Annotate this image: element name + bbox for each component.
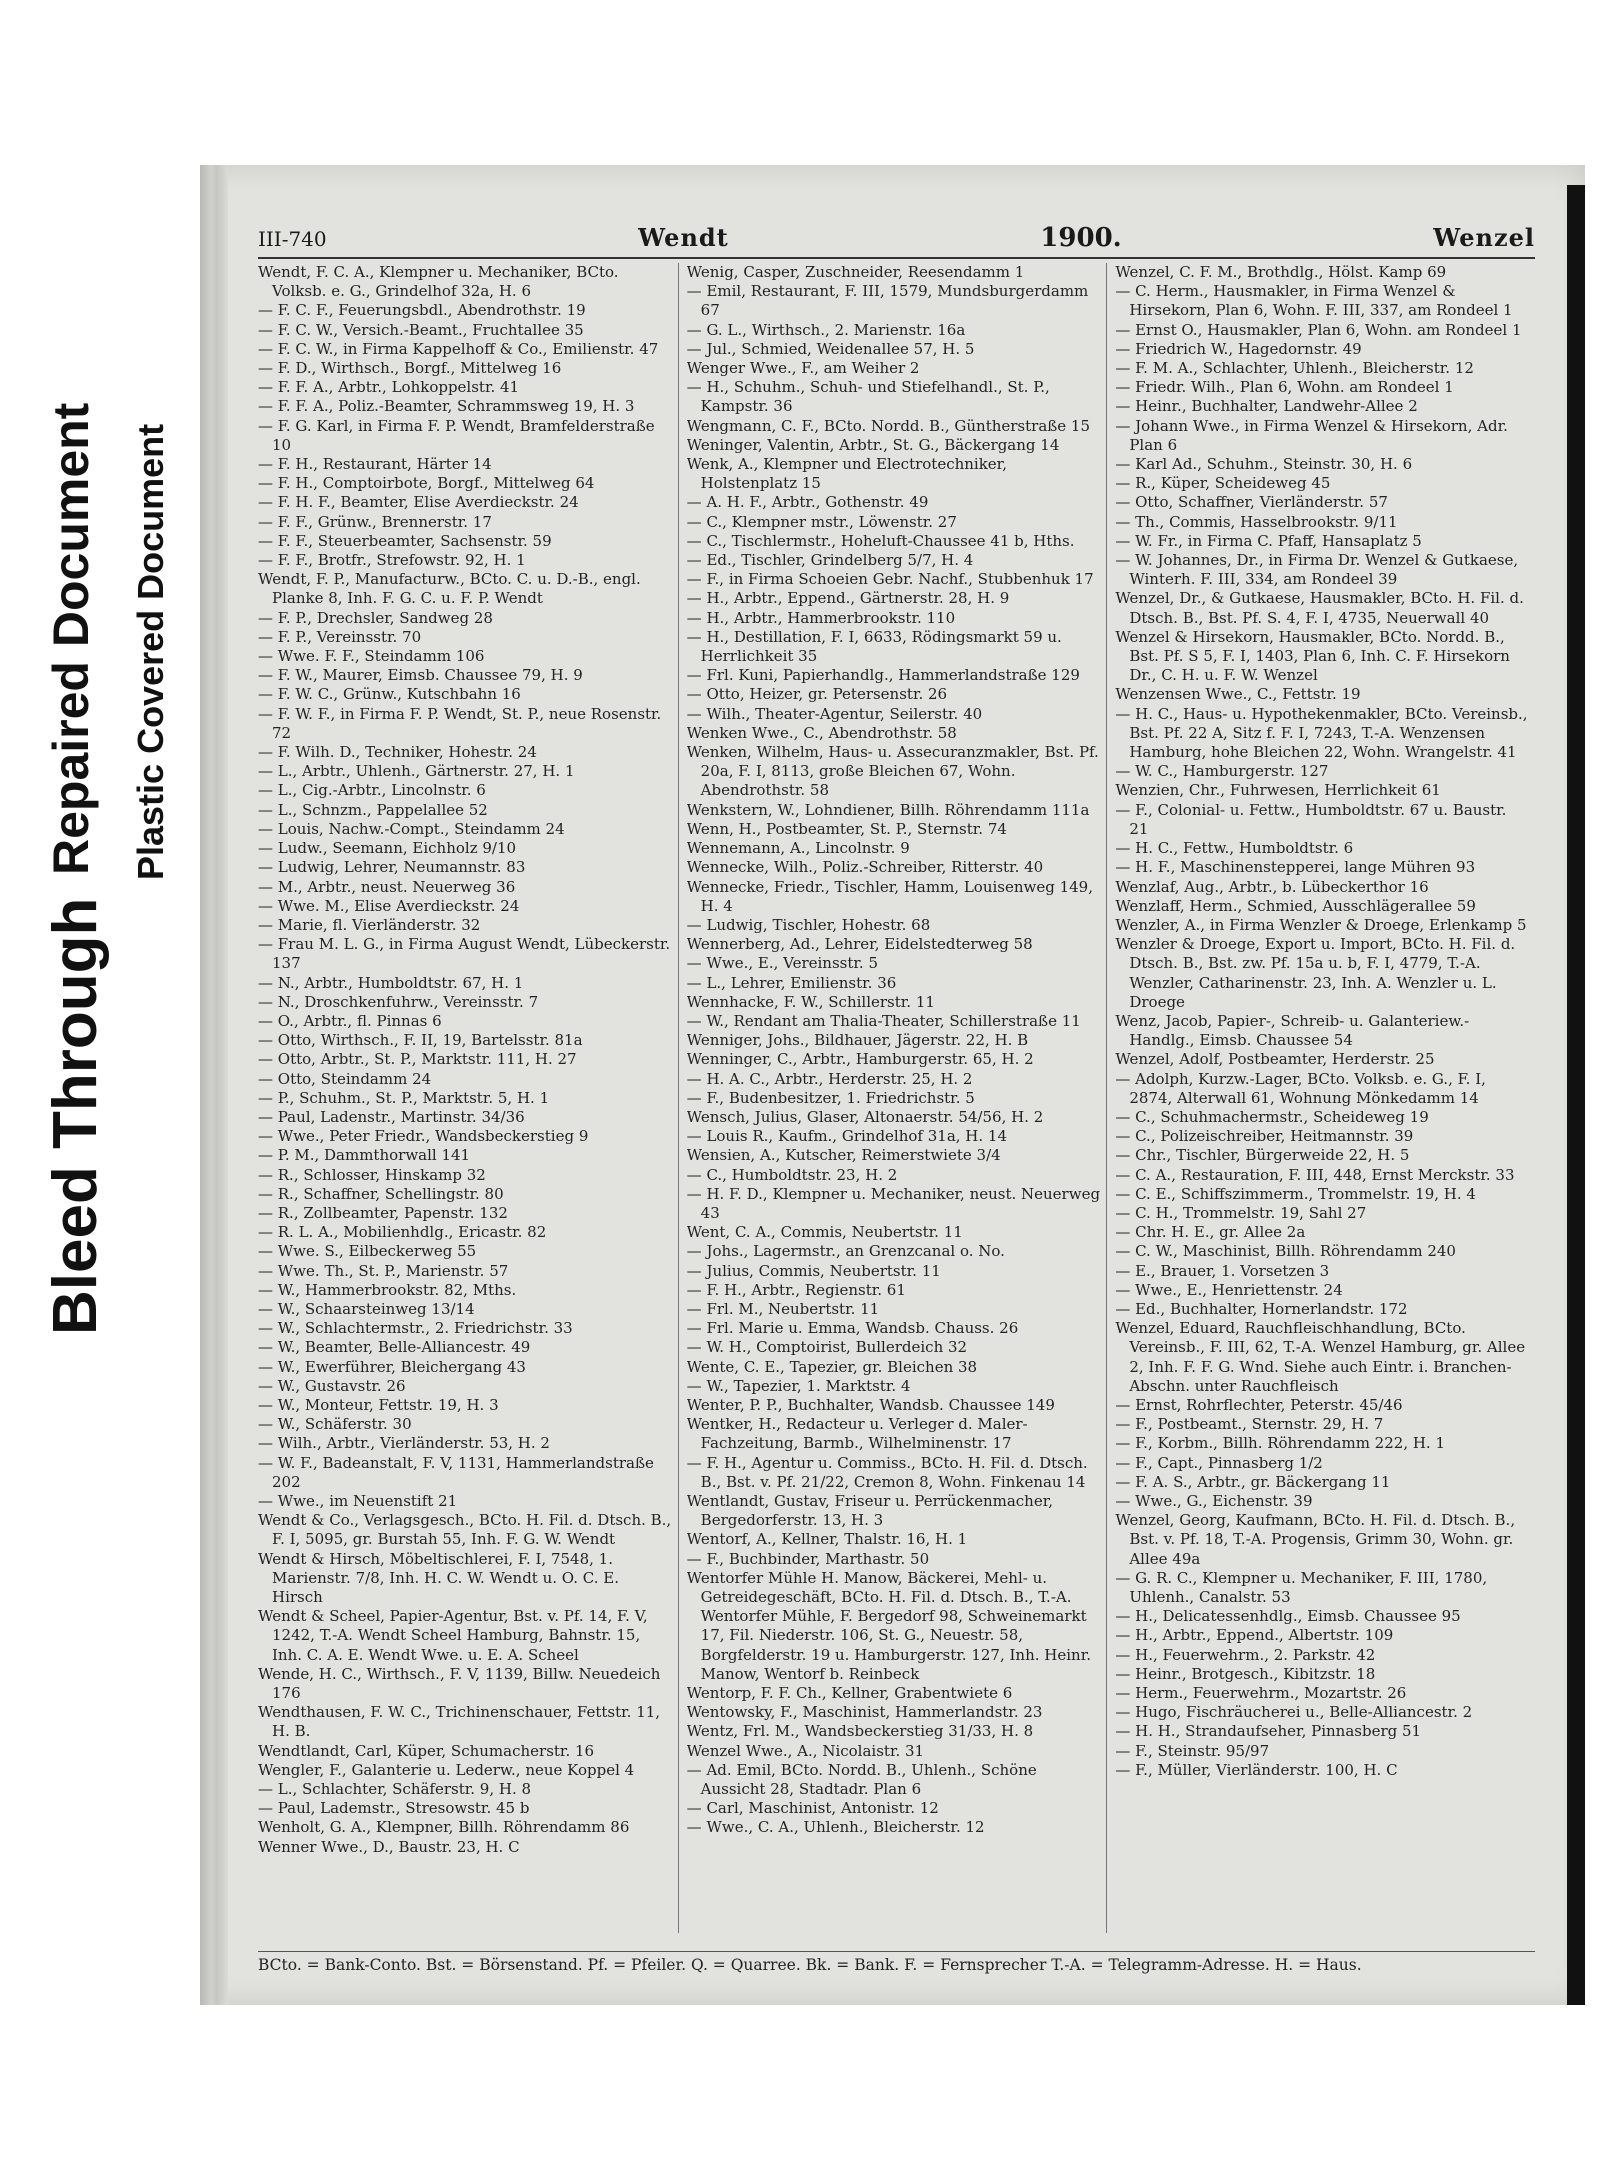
directory-entry: — F. F., Brotfr., Strefowstr. 92, H. 1 [258,551,526,570]
directory-entry: — Carl, Maschinist, Antonistr. 12 [686,1799,939,1818]
directory-entry: Wenzler & Droege, Export u. Import, BCto. H. Fil. d. Dtsch. B., Bst. zw. Pf. 15a u. b, F. I, 4779, T.-A. Wenzler, Catharinenstr. 23, Inh. A. Wenzler u. L. Droege [1115,935,1516,1011]
directory-entry: — Paul, Lademstr., Stresowstr. 45 b [258,1799,530,1818]
directory-entry: Wentorf, A., Kellner, Thalstr. 16, H. 1 [686,1530,968,1549]
directory-entry: Wenzlaff, Herm., Schmied, Ausschlägerallee 59 [1115,896,1476,915]
directory-entry: — Th., Commis, Hasselbrookstr. 9/11 [1115,512,1398,531]
directory-entry: — Paul, Ladenstr., Martinstr. 34/36 [258,1107,525,1126]
header-rule [258,257,1535,259]
directory-entry: — E., Brauer, 1. Vorsetzen 3 [1115,1261,1330,1280]
directory-entry: Wenzel, C. F. M., Brothdlg., Hölst. Kamp 69 [1115,263,1447,281]
directory-entry: — Adolph, Kurzw.-Lager, BCto. Volksb. e. G., F. I, 2874, Alterwall 61, Wohnung Mönkedamm 14 [1115,1069,1486,1107]
directory-entry: — N., Droschkenfuhrw., Vereinsstr. 7 [258,992,539,1011]
directory-entry: Wennemann, A., Lincolnstr. 9 [686,839,910,858]
directory-page [200,165,1585,2005]
directory-entry: Wende, H. C., Wirthsch., F. V, 1139, Billw. Neuedeich 176 [258,1664,661,1703]
bleed-through-label: Bleed Through [41,897,110,1335]
directory-entry: Wenzel, Dr., & Gutkaese, Hausmakler, BCto. H. Fil. d. Dtsch. B., Bst. Pf. S. 4, F. I, 4735, Neuerwall 40 [1115,589,1524,627]
directory-entry: — O., Arbtr., fl. Pinnas 6 [258,1011,442,1030]
directory-entry: — Chr., Tischler, Bürgerweide 22, H. 5 [1115,1146,1410,1165]
directory-entry: — C. E., Schiffszimmerm., Trommelstr. 19, H. 4 [1115,1184,1476,1203]
directory-entry: — F., Korbm., Billh. Röhrendamm 222, H. 1 [1115,1434,1446,1453]
directory-entry: — H. C., Haus- u. Hypothekenmakler, BCto. Vereinsb., Bst. Pf. 22 A, Sitz f. F. I, 7243, T.-A. Wenzensen Hamburg, hohe Bleichen 22, Wohn. Wrangelstr. 41 [1115,704,1528,762]
directory-entry: Wenholt, G. A., Klempner, Billh. Röhrendamm 86 [258,1818,630,1837]
directory-entry: — F., Buchbinder, Marthastr. 50 [686,1549,930,1568]
directory-entry: — C., Klempner mstr., Löwenstr. 27 [686,512,957,531]
column-2 [687,263,1108,1933]
directory-entry: — R. L. A., Mobilienhdlg., Ericastr. 82 [258,1223,547,1242]
directory-entry: — P., Schuhm., St. P., Marktstr. 5, H. 1 [258,1088,550,1107]
directory-entry: — W. Fr., in Firma C. Pfaff, Hansaplatz 5 [1115,531,1422,550]
directory-entry: — W., Schaarsteinweg 13/14 [258,1299,475,1318]
directory-entry: — F. F., Grünw., Brennerstr. 17 [258,512,492,531]
directory-entry: — F. G. Karl, in Firma F. P. Wendt, Bramfelderstraße 10 [258,416,655,454]
directory-entry: — Wwe. S., Eilbeckerweg 55 [258,1242,477,1261]
directory-entry: — W., Schlachtermstr., 2. Friedrichstr. 33 [258,1319,573,1338]
directory-entry: — C. A., Restauration, F. III, 448, Ernst Merckstr. 33 [1115,1165,1515,1184]
directory-entry: — Ludwig, Lehrer, Neumannstr. 83 [258,858,526,877]
directory-entry: — L., Arbtr., Uhlenh., Gärtnerstr. 27, H. 1 [258,762,575,781]
directory-entry: — H. F., Maschinenstepperei, lange Mühren 93 [1115,858,1476,877]
plastic-covered-label: Plastic Covered Document [130,423,171,880]
directory-entry: — Marie, fl. Vierländerstr. 32 [258,915,481,934]
directory-entry: — G. L., Wirthsch., 2. Marienstr. 16a [686,320,966,339]
directory-entry: Wenzel, Adolf, Postbeamter, Herderstr. 25 [1115,1050,1435,1069]
directory-entry: Wenzlaf, Aug., Arbtr., b. Lübeckerthor 16 [1115,877,1429,896]
directory-entry: — H., Destillation, F. I, 6633, Rödingsmarkt 59 u. Herrlichkeit 35 [686,627,1062,666]
directory-entry: — M., Arbtr., neust. Neuerweg 36 [258,877,516,896]
directory-entry: — L., Cig.-Arbtr., Lincolnstr. 6 [258,781,486,800]
directory-entry: — L., Lehrer, Emilienstr. 36 [686,973,897,992]
directory-entry: — F. H. F., Beamter, Elise Averdieckstr. 24 [258,493,579,512]
directory-entry: Wentorp, F. F. Ch., Kellner, Grabentwiete 6 [686,1684,1013,1703]
directory-entry: — W. Johannes, Dr., in Firma Dr. Wenzel & Gutkaese, Winterh. F. III, 334, am Rondeel 39 [1115,551,1519,589]
directory-entry: Wengmann, C. F., BCto. Nordd. B., Güntherstraße 15 [686,416,1091,435]
directory-entry: Wendt, F. C. A., Klempner u. Mechaniker, BCto. Volksb. e. G., Grindelhof 32a, H. 6 [258,263,619,301]
directory-entry: — F., Steinstr. 95/97 [1115,1741,1270,1760]
directory-entry: — C. H., Trommelstr. 19, Sahl 27 [1115,1203,1367,1222]
directory-entry: — Ludwig, Tischler, Hohestr. 68 [686,915,931,934]
directory-entry: — C. Herm., Hausmakler, in Firma Wenzel & Hirsekorn, Plan 6, Wohn. F. III, 337, am Rondeel 1 [1115,282,1513,320]
directory-entry: — G. R. C., Klempner u. Mechaniker, F. III, 1780, Uhlenh., Canalstr. 53 [1115,1568,1488,1607]
directory-entry: — Chr. H. E., gr. Allee 2a [1115,1223,1306,1242]
directory-entry: Wenzel, Georg, Kaufmann, BCto. H. Fil. d. Dtsch. B., Bst. v. Pf. 18, T.-A. Progensis, Grimm 30, Wohn. gr. Allee 49a [1115,1511,1516,1568]
directory-entry: Wentz, Frl. M., Wandsbeckerstieg 31/33, H. 8 [686,1722,1034,1741]
directory-entry: — W., Gustavstr. 26 [258,1376,406,1395]
directory-entry: — F. F., Steuerbeamter, Sachsenstr. 59 [258,531,552,550]
directory-entry: — N., Arbtr., Humboldtstr. 67, H. 1 [258,973,524,992]
directory-entry: — F. P., Vereinsstr. 70 [258,627,422,646]
page-left-edge [200,165,228,2005]
column-3 [1115,263,1535,1933]
directory-entry: — Friedr. Wilh., Plan 6, Wohn. am Rondeel 1 [1115,378,1454,397]
directory-entry: — Otto, Steindamm 24 [258,1069,432,1088]
directory-entry: Wenk, A., Klempner und Electrotechniker, Holstenplatz 15 [686,455,1007,493]
directory-entry: Wenter, P. P., Buchhalter, Wandsb. Chaussee 149 [686,1395,1055,1414]
directory-entry: — Hugo, Fischräucherei u., Belle-Alliancestr. 2 [1115,1703,1473,1722]
directory-entry: — F. H., Agentur u. Commiss., BCto. H. Fil. d. Dtsch. B., Bst. v. Pf. 21/22, Cremon 8, Wohn. Finkenau 14 [686,1453,1088,1491]
directory-entry: — F., Colonial- u. Fettw., Humboldtstr. 67 u. Baustr. 21 [1115,800,1507,838]
directory-entry: — A. H. F., Arbtr., Gothenstr. 49 [686,493,929,512]
directory-entry: — W. F., Badeanstalt, F. V, 1131, Hammerlandstraße 202 [258,1453,654,1491]
directory-entry: Wendt & Hirsch, Möbeltischlerei, F. I, 7548, 1. Marienstr. 7/8, Inh. H. C. W. Wendt u. O. C. E. Hirsch [258,1549,619,1607]
directory-entry: Wenzel & Hirsekorn, Hausmakler, BCto. Nordd. B., Bst. Pf. S 5, F. I, 1403, Plan 6, Inh. C. F. Hirsekorn Dr., C. H. u. F. W. Wenzel [1115,627,1510,685]
directory-entry: — Johann Wwe., in Firma Wenzel & Hirsekorn, Adr. Plan 6 [1115,416,1508,454]
abbreviation-legend: BCto. = Bank-Conto. Bst. = Börsenstand. Pf. = Pfeiler. Q. = Quarree. Bk. = Bank. F. = Fernsprecher T.-A. = Telegramm-Adresse. H. = Haus. [258,1951,1535,1974]
directory-entry: — W., Tapezier, 1. Marktstr. 4 [686,1376,911,1395]
directory-entry: — Frl. Kuni, Papierhandlg., Hammerlandstraße 129 [686,666,1080,685]
directory-entry: — C., Schuhmachermstr., Scheideweg 19 [1115,1107,1429,1126]
directory-entry: — W., Ewerführer, Bleichergang 43 [258,1357,526,1376]
directory-entry: — F. Wilh. D., Techniker, Hohestr. 24 [258,743,537,762]
directory-entry: Wendt, F. P., Manufacturw., BCto. C. u. D.-B., engl. Planke 8, Inh. F. G. C. u. F. P. Wendt [258,570,641,608]
directory-entry: — F. H., Arbtr., Regienstr. 61 [686,1280,906,1299]
directory-entry: — F. F. A., Arbtr., Lohkoppelstr. 41 [258,378,520,397]
directory-entry: — Karl Ad., Schuhm., Steinstr. 30, H. 6 [1115,455,1413,474]
directory-entry: — F. C. W., in Firma Kappelhoff & Co., Emilienstr. 47 [258,339,659,358]
directory-entry: — Wwe., E., Vereinsstr. 5 [686,954,878,973]
directory-entry: — Herm., Feuerwehrm., Mozartstr. 26 [1115,1684,1407,1703]
directory-entry: — Frl. M., Neubertstr. 11 [686,1299,880,1318]
directory-entry: — Julius, Commis, Neubertstr. 11 [686,1261,941,1280]
directory-entry: — W., Beamter, Belle-Alliancestr. 49 [258,1338,531,1357]
directory-entry: — F. D., Wirthsch., Borgf., Mittelweg 16 [258,359,562,378]
directory-entry: — Wwe. Th., St. P., Marienstr. 57 [258,1261,509,1280]
directory-entry: — Wwe., im Neuenstift 21 [258,1492,458,1510]
directory-entry: Wenn, H., Postbeamter, St. P., Sternstr. 74 [686,819,1007,838]
directory-entry: — Wwe., E., Henriettenstr. 24 [1115,1280,1343,1299]
directory-entry: Wentowsky, F., Maschinist, Hammerlandstr. 23 [686,1703,1043,1722]
directory-entry: — F. H., Restaurant, Härter 14 [258,455,492,474]
directory-entry: — H., Feuerwehrm., 2. Parkstr. 42 [1115,1645,1376,1664]
directory-entry: — C. W., Maschinist, Billh. Röhrendamm 240 [1115,1242,1456,1261]
directory-entry: — Wwe., G., Eichenstr. 39 [1115,1492,1313,1510]
directory-entry: Wendthausen, F. W. C., Trichinenschauer, Fettstr. 11, H. B. [258,1703,661,1741]
directory-entry: — Ed., Buchhalter, Hornerlandstr. 172 [1115,1299,1408,1318]
directory-entry: Wenner Wwe., D., Baustr. 23, H. C [258,1837,520,1856]
directory-entry: — F. W., Maurer, Eimsb. Chaussee 79, H. 9 [258,666,583,685]
directory-entry: — R., Zollbeamter, Papenstr. 132 [258,1203,508,1222]
directory-entry: Wennecke, Friedr., Tischler, Hamm, Louisenweg 149, H. 4 [686,877,1093,915]
directory-entry: — F., Postbeamt., Sternstr. 29, H. 7 [1115,1415,1384,1434]
directory-entry: — Friedrich W., Hagedornstr. 49 [1115,339,1362,358]
directory-entry: Wenniger, Johs., Bildhauer, Jägerstr. 22, H. B [686,1031,1029,1050]
directory-entry: Wennecke, Wilh., Poliz.-Schreiber, Ritterstr. 40 [686,858,1044,877]
directory-entry: Wente, C. E., Tapezier, gr. Bleichen 38 [686,1357,978,1376]
directory-entry: — W., Monteur, Fettstr. 19, H. 3 [258,1395,499,1414]
directory-entry: — Ernst, Rohrflechter, Peterstr. 45/46 [1115,1395,1403,1414]
directory-entry: — Frau M. L. G., in Firma August Wendt, Lübeckerstr. 137 [258,935,671,973]
directory-entry: — Otto, Arbtr., St. P., Marktstr. 111, H. 27 [258,1050,577,1069]
directory-entry: Wenninger, C., Arbtr., Hamburgerstr. 65, H. 2 [686,1050,1034,1069]
column-1 [258,263,679,1933]
directory-entry: Wenzel, Eduard, Rauchfleischhandlung, BCto. Vereinsb., F. III, 62, T.-A. Wenzel Hamburg, gr. Allee 2, Inh. F. F. G. Wnd. Siehe auch Eintr. i. Branchen-Abschn. unter Rauchfleisch [1115,1319,1526,1395]
directory-entry: — H., Delicatessenhdlg., Eimsb. Chaussee 95 [1115,1607,1461,1626]
directory-entry: — H., Arbtr., Eppend., Albertstr. 109 [1115,1626,1394,1645]
directory-entry: — Otto, Wirthsch., F. II, 19, Bartelsstr. 81a [258,1031,583,1050]
directory-entry: — H. C., Fettw., Humboldtstr. 6 [1115,839,1354,858]
directory-entry: Wentker, H., Redacteur u. Verleger d. Maler-Fachzeitung, Barmb., Wilhelminenstr. 17 [686,1415,1028,1453]
header-left-word: Wendt [638,223,729,252]
directory-entry: — Emil, Restaurant, F. III, 1579, Mundsburgerdamm 67 [686,282,1089,320]
directory-entry: — F., Budenbesitzer, 1. Friedrichstr. 5 [686,1088,975,1107]
directory-entry: — F. C. W., Versich.-Beamt., Fruchtallee 35 [258,320,584,339]
directory-entry: — W., Hammerbrookstr. 82, Mths. [258,1280,517,1299]
directory-entry: — W., Schäferstr. 30 [258,1415,412,1434]
directory-entry: — Wilh., Theater-Agentur, Seilerstr. 40 [686,704,983,723]
directory-entry: — F. C. F., Feuerungsbdl., Abendrothstr. 19 [258,301,586,320]
directory-entry: — F. F. A., Poliz.-Beamter, Schrammsweg 19, H. 3 [258,397,635,416]
directory-entry: — Ernst O., Hausmakler, Plan 6, Wohn. am Rondeel 1 [1115,320,1522,339]
directory-entry: — Heinr., Brotgesch., Kibitzstr. 18 [1115,1664,1376,1683]
directory-columns [258,263,1535,1933]
directory-entry: — Wwe., C. A., Uhlenh., Bleicherstr. 12 [686,1818,985,1837]
page-header [258,223,1535,253]
directory-entry: — Wwe. M., Elise Averdieckstr. 24 [258,896,520,915]
repaired-document-label: Repaired Document [43,402,99,875]
directory-entry: Went, C. A., Commis, Neubertstr. 11 [686,1223,963,1242]
directory-entry: — C., Tischlermstr., Hoheluft-Chaussee 41 b, Hths. [686,531,1075,550]
directory-entry: Wenzien, Chr., Fuhrwesen, Herrlichkeit 61 [1115,781,1441,800]
directory-entry: Wentlandt, Gustav, Friseur u. Perrückenmacher, Bergedorferstr. 13, H. 3 [686,1492,1054,1530]
directory-entry: Wenzel Wwe., A., Nicolaistr. 31 [686,1741,925,1760]
directory-entry: — H., Arbtr., Eppend., Gärtnerstr. 28, H. 9 [686,589,1010,608]
directory-entry: — W. C., Hamburgerstr. 127 [1115,762,1329,781]
directory-entry: Wenz, Jacob, Papier-, Schreib- u. Galanteriew.-Handlg., Eimsb. Chaussee 54 [1115,1011,1470,1050]
directory-entry: — H., Schuhm., Schuh- und Stiefelhandl., St. P., Kampstr. 36 [686,378,1050,416]
directory-entry: Wendt & Co., Verlagsgesch., BCto. H. Fil. d. Dtsch. B., F. I, 5095, gr. Burstah 55, Inh. F. G. W. Wendt [258,1511,672,1549]
directory-entry: — H. F. D., Klempner u. Mechaniker, neust. Neuerweg 43 [686,1184,1101,1222]
directory-entry: — F. W. F., in Firma F. P. Wendt, St. P., neue Rosenstr. 72 [258,704,662,742]
directory-entry: — Louis R., Kaufm., Grindelhof 31a, H. 14 [686,1127,1008,1146]
directory-entry: — C., Polizeischreiber, Heitmannstr. 39 [1115,1127,1414,1146]
directory-entry: Wenken, Wilhelm, Haus- u. Assecuranzmakler, Bst. Pf. 20a, F. I, 8113, große Bleichen 67, Wohn. Abendrothstr. 58 [686,743,1099,800]
directory-entry: — F. M. A., Schlachter, Uhlenh., Bleicherstr. 12 [1115,359,1474,378]
directory-entry: — Wwe. F. F., Steindamm 106 [258,647,485,666]
directory-entry: — W. H., Comptoirist, Bullerdeich 32 [686,1338,968,1357]
directory-entry: — R., Schlosser, Hinskamp 32 [258,1165,486,1184]
directory-entry: — Ad. Emil, BCto. Nordd. B., Uhlenh., Schöne Aussicht 28, Stadtadr. Plan 6 [686,1760,1037,1799]
directory-entry: — C., Humboldtstr. 23, H. 2 [686,1165,898,1184]
directory-entry: Wendt & Scheel, Papier-Agentur, Bst. v. Pf. 14, F. V, 1242, T.-A. Wendt Scheel Hamburg, Bahnstr. 15, Inh. C. A. E. Wendt Wwe. u. E. A. Scheel [258,1607,648,1664]
directory-entry: — Ed., Tischler, Grindelberg 5/7, H. 4 [686,551,974,570]
directory-entry: — Frl. Marie u. Emma, Wandsb. Chauss. 26 [686,1319,1019,1338]
directory-entry: Wennerberg, Ad., Lehrer, Eidelstedterweg 58 [686,935,1033,954]
directory-entry: — F. P., Drechsler, Sandweg 28 [258,608,493,627]
directory-entry: — F. A. S., Arbtr., gr. Bäckergang 11 [1115,1472,1391,1491]
directory-entry: — F. H., Comptoirbote, Borgf., Mittelweg 64 [258,474,595,493]
directory-entry: Wenzensen Wwe., C., Fettstr. 19 [1115,685,1361,704]
directory-entry: — Heinr., Buchhalter, Landwehr-Allee 2 [1115,397,1418,416]
directory-entry: — H., Arbtr., Hammerbrookstr. 110 [686,608,956,627]
directory-entry: Wenger Wwe., F., am Weiher 2 [686,359,920,378]
directory-entry: Weninger, Valentin, Arbtr., St. G., Bäckergang 14 [686,435,1060,454]
directory-entry: — Wilh., Arbtr., Vierländerstr. 53, H. 2 [258,1434,550,1453]
header-right-word: Wenzel [1433,223,1535,252]
page-right-edge [1567,185,1585,2005]
directory-entry: Wenzler, A., in Firma Wenzler & Droege, Erlenkamp 5 [1115,915,1527,934]
directory-entry: Wensch, Julius, Glaser, Altonaerstr. 54/56, H. 2 [686,1107,1044,1126]
directory-entry: Wenig, Casper, Zuschneider, Reesendamm 1 [686,263,1025,281]
directory-entry: Wengler, F., Galanterie u. Lederw., neue Koppel 4 [258,1760,635,1779]
directory-entry: — P. M., Dammthorwall 141 [258,1146,471,1165]
directory-entry: — Wwe., Peter Friedr., Wandsbeckerstieg 9 [258,1127,589,1146]
directory-entry: — R., Küper, Scheideweg 45 [1115,474,1331,493]
directory-entry: — F., Capt., Pinnasberg 1/2 [1115,1453,1323,1472]
directory-entry: — H. A. C., Arbtr., Herderstr. 25, H. 2 [686,1069,973,1088]
directory-entry: — Johs., Lagermstr., an Grenzcanal o. No. [686,1242,1005,1261]
directory-entry: Wensien, A., Kutscher, Reimerstwiete 3/4 [686,1146,1001,1165]
directory-entry: Wendtlandt, Carl, Küper, Schumacherstr. 16 [258,1741,595,1760]
directory-entry: Wennhacke, F. W., Schillerstr. 11 [686,992,935,1011]
directory-entry: — W., Rendant am Thalia-Theater, Schillerstraße 11 [686,1011,1081,1030]
directory-entry: — L., Schnzm., Pappelallee 52 [258,800,488,819]
directory-entry: — F., in Firma Schoeien Gebr. Nachf., Stubbenhuk 17 [686,570,1094,589]
directory-entry: — L., Schlachter, Schäferstr. 9, H. 8 [258,1780,532,1799]
directory-entry: — Ludw., Seemann, Eichholz 9/10 [258,839,517,858]
directory-entry: Wenken Wwe., C., Abendrothstr. 58 [686,723,957,742]
directory-entry: — Jul., Schmied, Weidenallee 57, H. 5 [686,339,975,358]
directory-entry: — R., Schaffner, Schellingstr. 80 [258,1184,504,1203]
page-number: III-740 [258,227,327,251]
directory-entry: Wenkstern, W., Lohndiener, Billh. Röhrendamm 111a [686,800,1090,819]
directory-entry: Wentorfer Mühle H. Manow, Bäckerei, Mehl- u. Getreidegeschäft, BCto. H. Fil. d. Dtsch. B., T.-A. Wentorfer Mühle, F. Bergedorf 98, Schweinemarkt 17, Fil. Niederstr. 106, St. G., Neuestr. 58, Borgfelderstr. 19 u. Hamburgerstr. 127, Inh. Heinr. Manow, Wentorf b. Reinbeck [686,1568,1091,1683]
directory-entry: — Louis, Nachw.-Compt., Steindamm 24 [258,819,565,838]
directory-entry: — F., Müller, Vierländerstr. 100, H. C [1115,1760,1398,1779]
directory-entry: — Otto, Schaffner, Vierländerstr. 57 [1115,493,1388,512]
header-year: 1900. [1040,223,1122,253]
directory-entry: — H. H., Strandaufseher, Pinnasberg 51 [1115,1722,1422,1741]
directory-entry: — Otto, Heizer, gr. Petersenstr. 26 [686,685,948,704]
directory-entry: — F. W. C., Grünw., Kutschbahn 16 [258,685,521,704]
